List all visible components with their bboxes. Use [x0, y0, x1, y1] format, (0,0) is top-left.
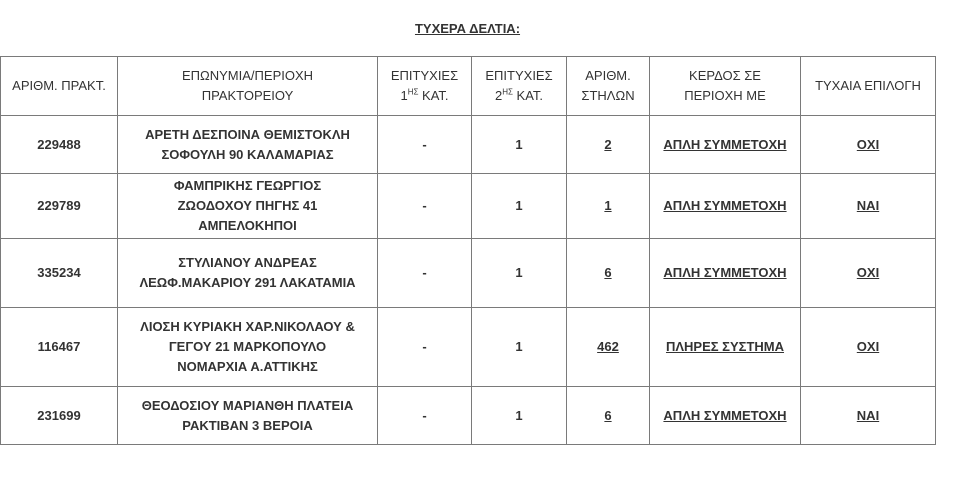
- gain-area-cell: [650, 174, 801, 239]
- columns-count-cell: [567, 174, 650, 239]
- random-choice-cell: [801, 387, 936, 445]
- gain-area-link[interactable]: ΠΛΗΡΕΣ ΣΥΣΤΗΜΑ: [665, 339, 785, 354]
- random-choice-cell: [801, 239, 936, 308]
- gain-area-cell: [650, 387, 801, 445]
- table-row: [1, 174, 936, 239]
- columns-count-link[interactable]: 6: [604, 265, 612, 280]
- header-columns-count: ΑΡΙΘΜ. ΣΤΗΛΩΝ: [567, 57, 650, 116]
- agency-name: ΑΡΕΤΗ ΔΕΣΠΟΙΝΑ ΘΕΜΙΣΤΟΚΛΗ ΣΟΦΟΥΛΗ 90 ΚΑΛΑΜΑΡΙΑΣ: [118, 116, 378, 174]
- table-header-row: [1, 57, 936, 116]
- columns-count-link[interactable]: 2: [604, 136, 612, 152]
- random-choice-link[interactable]: ΟΧΙ: [856, 265, 880, 280]
- agency-name: ΦΑΜΠΡΙΚΗΣ ΓΕΩΡΓΙΟΣ ΖΩΟΔΟΧΟΥ ΠΗΓΗΣ 41 ΑΜΠΕΛΟΚΗΠΟΙ: [118, 174, 378, 239]
- random-choice-cell: [801, 116, 936, 174]
- random-choice-cell: [801, 174, 936, 239]
- practice-number: 229789: [1, 174, 118, 239]
- header-gain-area: ΚΕΡΔΟΣ ΣΕ ΠΕΡΙΟΧΗ ΜΕ: [650, 57, 801, 116]
- second-category-wins: 1: [472, 308, 567, 387]
- header-practice-number: ΑΡΙΘΜ. ΠΡΑΚΤ.: [1, 57, 118, 116]
- first-category-wins: -: [378, 387, 472, 445]
- first-category-wins: -: [378, 308, 472, 387]
- second-category-wins: 1: [472, 387, 567, 445]
- gain-area-link[interactable]: ΑΠΛΗ ΣΥΜΜΕΤΟΧΗ: [663, 198, 787, 213]
- winning-tickets-table: [0, 56, 936, 445]
- random-choice-cell: [801, 308, 936, 387]
- table-row: [1, 239, 936, 308]
- gain-area-cell: [650, 308, 801, 387]
- header-second-category: ΕΠΙΤΥΧΙΕΣ $2^{H\Sigma}$ ΚΑΤ.: [472, 57, 567, 116]
- practice-number: 335234: [1, 239, 118, 308]
- first-category-wins: -: [378, 116, 472, 174]
- agency-name: ΘΕΟΔΟΣΙΟΥ ΜΑΡΙΑΝΘΗ ΠΛΑΤΕΙΑ ΡΑΚΤΙΒΑΝ 3 ΒΕΡΟΙΑ: [118, 387, 378, 445]
- table-row: [1, 387, 936, 445]
- random-choice-link[interactable]: ΟΧΙ: [856, 339, 880, 354]
- section-title: ΤΥΧΕΡΑ ΔΕΛΤΙΑ:: [414, 21, 521, 36]
- random-choice-link[interactable]: ΝΑΙ: [856, 198, 880, 213]
- second-category-wins: 1: [472, 174, 567, 239]
- columns-count-cell: [567, 239, 650, 308]
- agency-name: ΣΤΥΛΙΑΝΟΥ ΑΝΔΡΕΑΣ ΛΕΩΦ.ΜΑΚΑΡΙΟΥ 291 ΛΑΚΑΤΑΜΙΑ: [118, 239, 378, 308]
- gain-area-link[interactable]: ΑΠΛΗ ΣΥΜΜΕΤΟΧΗ: [663, 136, 787, 152]
- columns-count-link[interactable]: 1: [604, 198, 612, 213]
- gain-area-link[interactable]: ΑΠΛΗ ΣΥΜΜΕΤΟΧΗ: [663, 407, 787, 423]
- first-category-wins: -: [378, 174, 472, 239]
- gain-area-cell: [650, 116, 801, 174]
- columns-count-cell: [567, 308, 650, 387]
- random-choice-link[interactable]: ΟΧΙ: [856, 136, 880, 152]
- header-random-choice: ΤΥΧΑΙΑ ΕΠΙΛΟΓΗ: [801, 57, 936, 116]
- columns-count-cell: [567, 116, 650, 174]
- columns-count-cell: [567, 387, 650, 445]
- header-first-category: ΕΠΙΤΥΧΙΕΣ $1^{H\Sigma}$ ΚΑΤ.: [378, 57, 472, 116]
- practice-number: 231699: [1, 387, 118, 445]
- header-agency-name: ΕΠΩΝΥΜΙΑ/ΠΕΡΙΟΧΗ ΠΡΑΚΤΟΡΕΙΟΥ: [118, 57, 378, 116]
- table-row: [1, 308, 936, 387]
- gain-area-link[interactable]: ΑΠΛΗ ΣΥΜΜΕΤΟΧΗ: [663, 265, 787, 280]
- random-choice-link[interactable]: ΝΑΙ: [856, 407, 880, 423]
- practice-number: 116467: [1, 308, 118, 387]
- practice-number: 229488: [1, 116, 118, 174]
- first-category-wins: -: [378, 239, 472, 308]
- columns-count-link[interactable]: 6: [604, 407, 612, 423]
- second-category-wins: 1: [472, 239, 567, 308]
- top-cut-text: [0, 0, 963, 5]
- gain-area-cell: [650, 239, 801, 308]
- table-row: [1, 116, 936, 174]
- second-category-wins: 1: [472, 116, 567, 174]
- agency-name: ΛΙΟΣΗ ΚΥΡΙΑΚΗ ΧΑΡ.ΝΙΚΟΛΑΟΥ & ΓΕΓΟΥ 21 ΜΑΡΚΟΠΟΥΛΟ ΝΟΜΑΡΧΙΑ Α.ΑΤΤΙΚΗΣ: [118, 308, 378, 387]
- columns-count-link[interactable]: 462: [597, 339, 619, 354]
